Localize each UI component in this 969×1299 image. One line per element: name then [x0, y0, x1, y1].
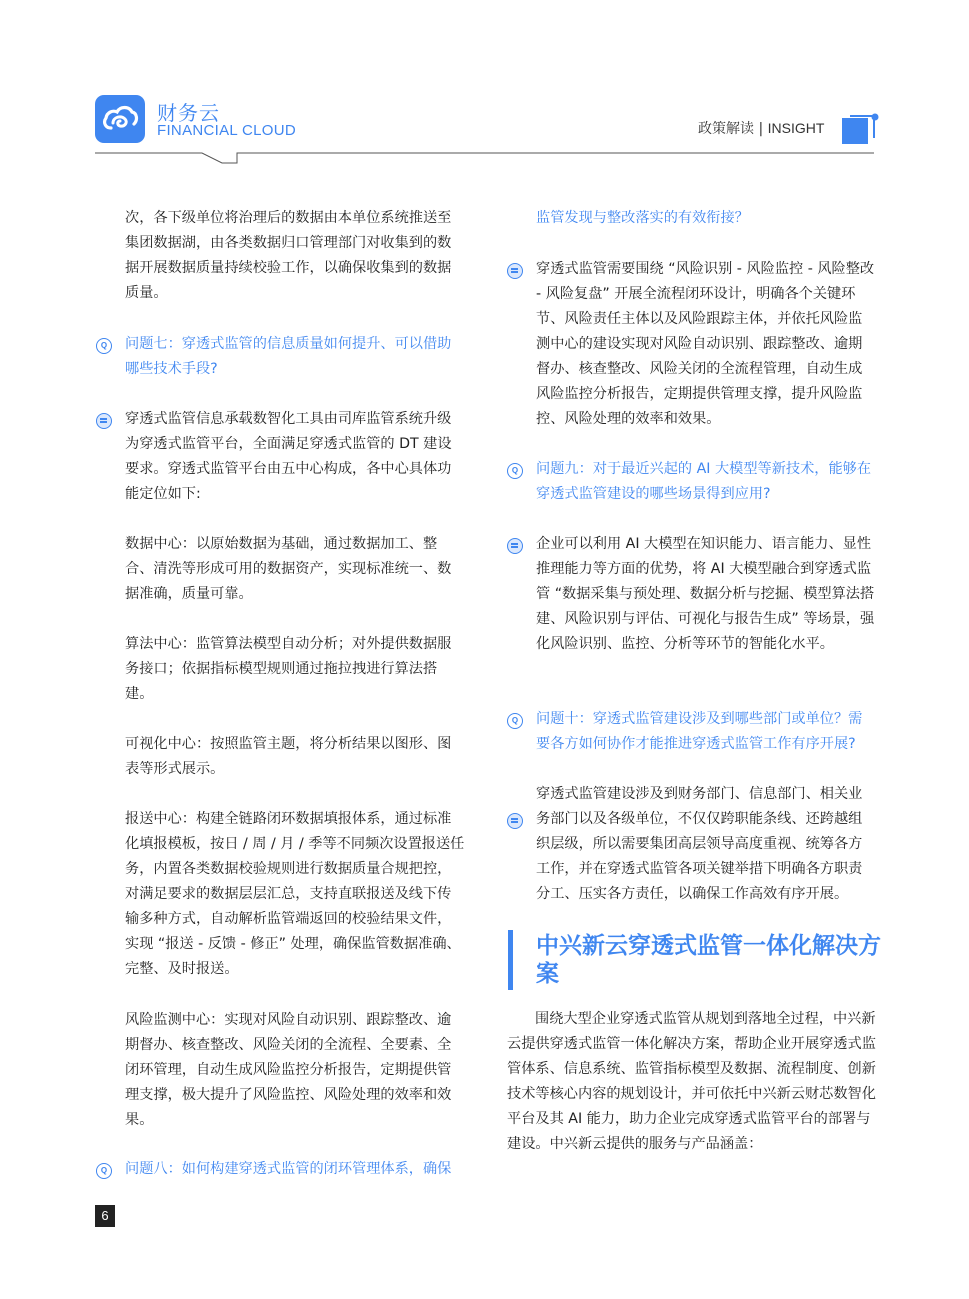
report-center-paragraph: 报送中心：构建全链路闭环数据填报体系，通过标准化填报模板，按日 / 周 / 月 / 季等不同频次设置报送任务，内置各类数据校验规则进行数据质量合规把控，对满足要求的数据层层汇总，支持直联报送及线下传输多种方式，自动解析监管端返回的校验结果文件，实现 “报送 - 反馈 - 修正” 处理，确保监管数据准确、完整、及时报送。 [125, 811, 465, 977]
question-7: 问题七：穿透式监管的信息质量如何提升、可以借助哪些技术手段? [125, 336, 452, 377]
q-circle-icon: Q [96, 338, 112, 354]
question-9: 问题九：对于最近兴起的 AI 大模型等新技术，能够在穿透式监管建设的哪些场景得到应用? [536, 461, 872, 502]
answer-9: 企业可以利用 AI 大模型在知识能力、语言能力、显性推理能力等方面的优势，将 AI 大模型融合到穿透式监管 “数据采集与预处理、数据分析与挖掘、模型算法搭建、风险识别与评估、可视化与报告生成” 等场景，强化风险识别、监控、分析等环节的智能化水平。 [536, 536, 875, 652]
q-circle-icon: Q [507, 463, 523, 479]
answer-bubble-icon [96, 413, 112, 429]
page-number: 6 [95, 1205, 115, 1227]
section-accent-bar [508, 930, 513, 990]
vis-center-paragraph: 可视化中心：按照监管主题，将分析结果以图形、图表等形式展示。 [125, 736, 452, 777]
brand-logo [95, 95, 145, 143]
risk-center-paragraph: 风险监测中心：实现对风险自动识别、跟踪整改、逾期督办、核查整改、风险关闭的全流程、全要素、全闭环管理，自动生成风险监控分析报告，定期提供管理支撑，极大提升了风险监控、风险处理的效率和效果。 [125, 1012, 452, 1128]
answer-10: 穿透式监管建设涉及到财务部门、信息部门、相关业务部门以及各级单位，不仅仅跨职能条线、还跨越组织层级，所以需要集团高层领导高度重视、统筹各方工作，并在穿透式监管各项关键举措下明确各方职责分工、压实各方责任，以确保工作高效有序开展。 [536, 786, 863, 902]
intro-paragraph: 围绕大型企业穿透式监管从规划到落地全过程，中兴新云提供穿透式监管一体化解决方案，帮助企业开展穿透式监管体系、信息系统、监管指标模型及数据、流程制度、创新技术等核心内容的规划设计，并可依托中兴新云财芯数智化平台及其 AI 能力，助力企业完成穿透式监管平台的部署与建设。中兴新云提供的服务与产品涵盖： [507, 1011, 876, 1152]
question-8-part2: 监管发现与整改落实的有效衔接？ [536, 210, 749, 226]
question-10: 问题十：穿透式监管建设涉及到哪些部门或单位？需要各方如何协作才能推进穿透式监管工作有序开展? [536, 711, 863, 752]
section-label-sep: | [758, 121, 764, 137]
brand-name-cn: 财务云 [157, 101, 220, 125]
q-circle-icon: Q [507, 713, 523, 729]
section-label [698, 118, 824, 138]
algo-center-paragraph: 算法中心：监管算法模型自动分析；对外提供数据服务接口；依据指标模型规则通过拖拉拽进行算法搭建。 [125, 636, 452, 702]
section-title: 中兴新云穿透式监管一体化解决方案 [536, 933, 881, 987]
section-label-en: INSIGHT [767, 120, 825, 136]
q-circle-icon: Q [96, 1163, 112, 1179]
answer-7: 穿透式监管信息承载数智化工具由司库监管系统升级为穿透式监管平台，全面满足穿透式监管的 DT 建设要求。穿透式监管平台由五中心构成，各中心具体功能定位如下: [125, 411, 452, 502]
brand-name-en: FINANCIAL CLOUD [157, 122, 296, 139]
insight-square-icon [840, 112, 880, 146]
header-divider [0, 0, 969, 170]
answer-bubble-icon [507, 263, 523, 279]
answer-bubble-icon [507, 813, 523, 829]
answer-8: 穿透式监管需要围绕 “风险识别 - 风险监控 - 风险整改 - 风险复盘” 开展全流程闭环设计，明确各个关键环节、风险责任主体以及风险跟踪主体，并依托风险监测中心的建设实现对风险自动识别、跟踪整改、逾期督办、核查整改、风险关闭的全流程管理，自动生成风险监控分析报告，定期提供管理支撑，提升风险监控、风险处理的效率和效果。 [536, 261, 875, 427]
section-label-cn: 政策解读 [698, 121, 754, 137]
paragraph: 次，各下级单位将治理后的数据由本单位系统推送至集团数据湖，由各类数据归口管理部门对收集到的数据开展数据质量持续校验工作，以确保收集到的数据质量。 [125, 210, 452, 301]
cloud-logo-icon [101, 102, 139, 136]
answer-bubble-icon [507, 538, 523, 554]
data-center-paragraph: 数据中心：以原始数据为基础，通过数据加工、整合、清洗等形成可用的数据资产，实现标准统一、数据准确，质量可靠。 [125, 536, 452, 602]
question-8-part1: 问题八：如何构建穿透式监管的闭环管理体系，确保 [125, 1161, 452, 1177]
